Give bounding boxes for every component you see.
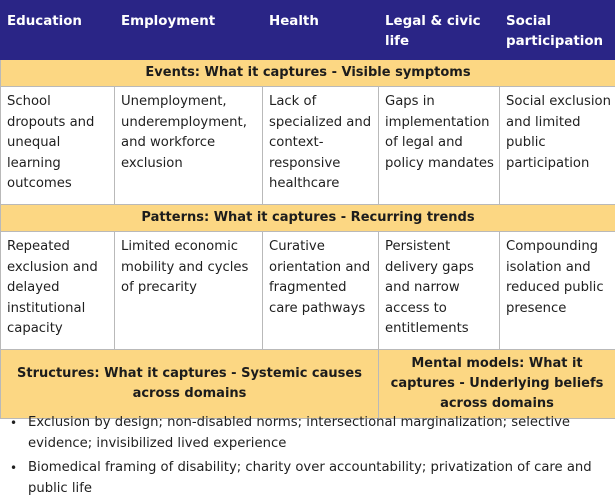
header-health: Health <box>263 1 379 60</box>
patterns-band <box>1 205 615 232</box>
mental-models-title: Mental models: What it captures - Underlying beliefs across domains <box>379 350 615 419</box>
bullet-item-mental-models <box>8 458 608 499</box>
header-row <box>1 1 615 60</box>
bullet-text: Exclusion by design; non-disabled norms; intersectional marginalization; selective evidence; invisibilized lived experience <box>28 415 571 451</box>
events-legal-civic: Gaps in implementation of legal and policy mandates <box>379 87 500 205</box>
events-band <box>1 60 615 87</box>
events-education: School dropouts and unequal learning outcomes <box>1 87 115 205</box>
patterns-social: Compounding isolation and reduced public presence <box>500 232 615 350</box>
bullet-glyph: • <box>10 461 18 475</box>
patterns-employment: Limited economic mobility and cycles of precarity <box>115 232 263 350</box>
header-education: Education <box>1 1 115 60</box>
structures-mental-band <box>1 350 615 419</box>
bullet-item-structures <box>8 413 608 454</box>
header-social: Social participation <box>500 1 615 60</box>
header-employment: Employment <box>115 1 263 60</box>
patterns-education: Repeated exclusion and delayed institutional capacity <box>1 232 115 350</box>
events-social: Social exclusion and limited public participation <box>500 87 615 205</box>
bullet-glyph: • <box>10 416 18 430</box>
structures-title: Structures: What it captures - Systemic causes across domains <box>1 350 379 419</box>
events-row <box>1 87 615 205</box>
bullet-list <box>8 413 608 500</box>
bullet-text: Biomedical framing of disability; charity over accountability; privatization of care and public life <box>28 460 592 496</box>
events-health: Lack of specialized and context-responsive healthcare <box>263 87 379 205</box>
events-employment: Unemployment, underemployment, and workforce exclusion <box>115 87 263 205</box>
events-title: Events: What it captures - Visible symptoms <box>1 60 615 87</box>
header-legal-civic: Legal & civic life <box>379 1 500 60</box>
patterns-title: Patterns: What it captures - Recurring trends <box>1 205 615 232</box>
patterns-health: Curative orientation and fragmented care pathways <box>263 232 379 350</box>
patterns-legal-civic: Persistent delivery gaps and narrow access to entitlements <box>379 232 500 350</box>
patterns-row <box>1 232 615 350</box>
